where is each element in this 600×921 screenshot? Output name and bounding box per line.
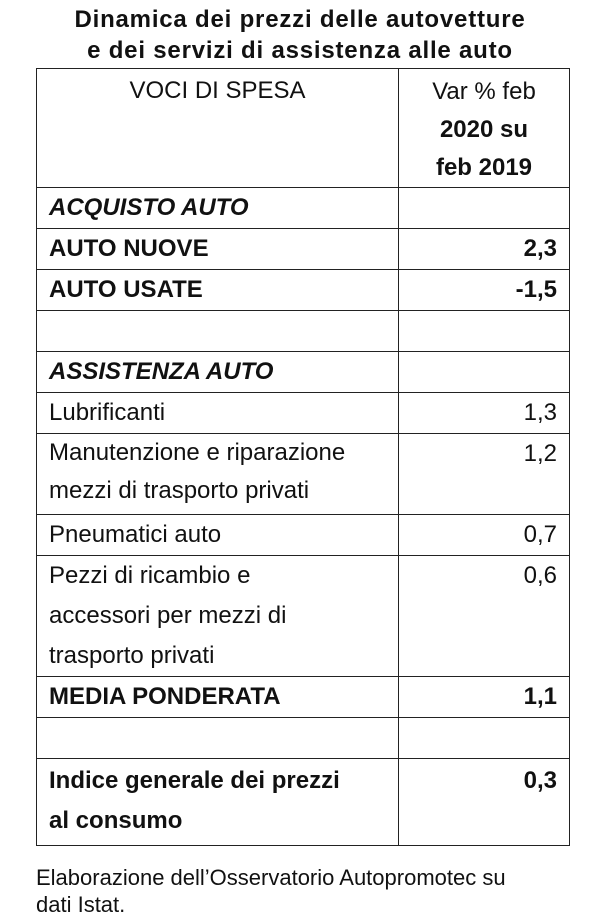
- header-variazione: [399, 69, 570, 188]
- row-value: 0,6: [399, 556, 570, 677]
- row-label: [37, 718, 399, 759]
- table-row: [37, 718, 570, 759]
- row-label: [37, 270, 399, 311]
- header-variazione-line-2: 2020 su: [439, 116, 529, 143]
- row-label-line: Pneumatici auto: [49, 521, 222, 548]
- table-row: [37, 515, 570, 556]
- header-variazione-line-1: Var % feb: [432, 78, 536, 105]
- row-value: [399, 718, 570, 759]
- header-voci-di-spesa: VOCI DI SPESA: [37, 69, 399, 188]
- header-variazione-line-3: feb 2019: [435, 154, 533, 181]
- row-label-line: AUTO USATE: [49, 276, 203, 303]
- row-label: [37, 677, 399, 718]
- row-value: 0,3: [399, 759, 570, 846]
- title-line-2: e dei servizi di assistenza alle auto: [87, 37, 513, 64]
- table-row: [37, 270, 570, 311]
- table-row: [37, 434, 570, 515]
- row-label-line: Pezzi di ricambio e: [49, 562, 251, 589]
- price-table: [36, 68, 570, 846]
- table-row: [37, 311, 570, 352]
- table-row: [37, 759, 570, 846]
- table-row: [37, 352, 570, 393]
- row-label-line: MEDIA PONDERATA: [49, 683, 281, 710]
- row-value: 1,1: [399, 677, 570, 718]
- table-row: [37, 393, 570, 434]
- title-line-1: Dinamica dei prezzi delle autovetture: [74, 6, 526, 33]
- row-label-line: [49, 718, 386, 758]
- row-value: 1,3: [399, 393, 570, 434]
- row-label-line: Lubrificanti: [49, 399, 166, 426]
- row-label: [37, 434, 399, 515]
- row-value: -1,5: [399, 270, 570, 311]
- row-value: 1,2: [399, 434, 570, 515]
- row-value: 0,7: [399, 515, 570, 556]
- row-label: [37, 311, 399, 352]
- row-label-line: accessori per mezzi di: [49, 602, 287, 629]
- table-row: [37, 556, 570, 677]
- row-label-line: ACQUISTO AUTO: [49, 194, 249, 221]
- source-note-line-1: Elaborazione dell’Osservatorio Autopromotec su: [36, 865, 506, 890]
- row-label-line: AUTO NUOVE: [49, 235, 209, 262]
- row-label-line: Indice generale dei prezzi: [49, 767, 340, 794]
- row-label: [37, 393, 399, 434]
- row-label: [37, 352, 399, 393]
- row-label-line: Manutenzione e riparazione: [49, 439, 346, 466]
- source-note: [36, 864, 576, 918]
- source-note-line-2: dati Istat.: [36, 892, 126, 917]
- row-label: [37, 759, 399, 846]
- row-value: 2,3: [399, 229, 570, 270]
- table-row: [37, 677, 570, 718]
- table-row: [37, 229, 570, 270]
- row-label-line: trasporto privati: [49, 642, 215, 669]
- row-label-line: ASSISTENZA AUTO: [49, 358, 274, 385]
- row-value: [399, 188, 570, 229]
- row-label: [37, 556, 399, 677]
- row-label: [37, 188, 399, 229]
- row-label-line: [49, 311, 386, 351]
- table-header-row: [37, 69, 570, 188]
- row-value: [399, 311, 570, 352]
- table-row: [37, 188, 570, 229]
- document-title: [0, 4, 600, 66]
- row-label-line: al consumo: [49, 807, 183, 834]
- row-label: [37, 229, 399, 270]
- price-table-body: [37, 69, 570, 846]
- row-label: [37, 515, 399, 556]
- row-label-line: mezzi di trasporto privati: [49, 477, 310, 504]
- row-value: [399, 352, 570, 393]
